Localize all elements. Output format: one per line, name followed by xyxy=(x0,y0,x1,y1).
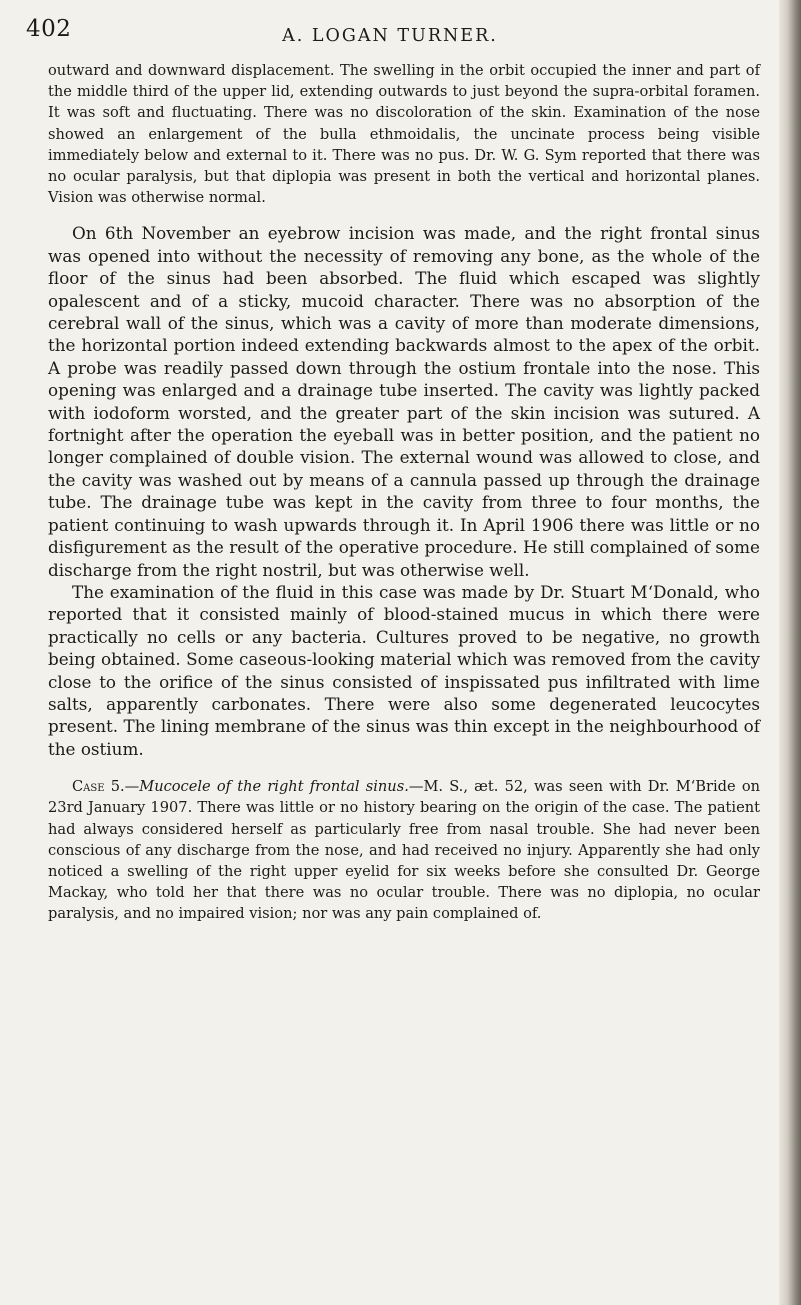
page-body xyxy=(48,60,760,925)
page-edge-shadow xyxy=(779,0,801,1305)
case-label: Case 5. xyxy=(72,778,125,796)
paragraph-operation: On 6th November an eyebrow incision was made, and the right frontal sinus was opened into without the necessity of removing any bone, as the whole of the floor of the sinus had been absorbed. The fluid which escaped was slightly opalescent and of a sticky, mucoid character. There was no absorption of the cerebral wall of the sinus, which was a cavity of more than moderate dimensions, the horizontal portion indeed extending backwards almost to the apex of the orbit. A probe was readily passed down through the ostium frontale into the nose. This opening was enlarged and a drainage tube inserted. The cavity was lightly packed with iodoform worsted, and the greater part of the skin incision was sutured. A fortnight after the operation the eyeball was in better position, and the patient no longer complained of double vision. The external wound was allowed to close, and the cavity was washed out by means of a cannula passed up through the drainage tube. The drainage tube was kept in the cavity from three to four months, the patient continuing to wash upwards through it. In April 1906 there was little or no disfigurement as the result of the operative procedure. He still complained of some discharge from the right nostril, but was otherwise well. xyxy=(48,223,760,580)
page-number: 402 xyxy=(26,16,72,42)
page-header xyxy=(0,8,780,48)
paragraph-fluid-examination: The examination of the fluid in this case was made by Dr. Stuart M‘Donald, who reported that it consisted mainly of blood-stained mucus in which there were practically no cells or any bacteria. Cultures proved to be negative, no growth being obtained. Some caseous-looking material which was removed from the cavity close to the orifice of the sinus consisted of inspissated pus infiltrated with lime salts, apparently carbonates. There were also some degenerated leucocytes present. The lining membrane of the sinus was thin except in the neighbourhood of the ostium. xyxy=(48,581,760,759)
case-dash: — xyxy=(124,778,140,796)
paragraph-case4-findings: outward and downward displacement. The swelling in the orbit occupied the inner and part of the middle third of the upper lid, extending outwards to just beyond the supra-orbital foramen. It was soft and fluctuating. There was no discoloration of the skin. Examination of the nose showed an enlargement of the bulla ethmoidalis, the uncinate process being visible immediately below and external to it. There was no pus. Dr. W. G. Sym reported that there was no ocular paralysis, but that diplopia was present in both the vertical and horizontal planes. Vision was otherwise normal. xyxy=(48,62,760,207)
running-head: A. LOGAN TURNER. xyxy=(282,26,498,46)
paragraph-case5 xyxy=(48,776,760,924)
case-title: Mucocele of the right frontal sinus. xyxy=(139,778,409,796)
case-text: —M. S., æt. 52, was seen with Dr. M‘Bride on 23rd January 1907. There was little or no history bearing on the origin of the case. The patient had always considered herself as particularly free from nasal trouble. She had never been conscious of any discharge from the nose, and had received no injury. Apparently she had only noticed a swelling of the right upper eyelid for six weeks before she consulted Dr. George Mackay, who told her that there was no ocular trouble. There was no diplopia, no ocular paralysis, and no impaired vision; nor was any pain complained of. xyxy=(48,778,761,923)
